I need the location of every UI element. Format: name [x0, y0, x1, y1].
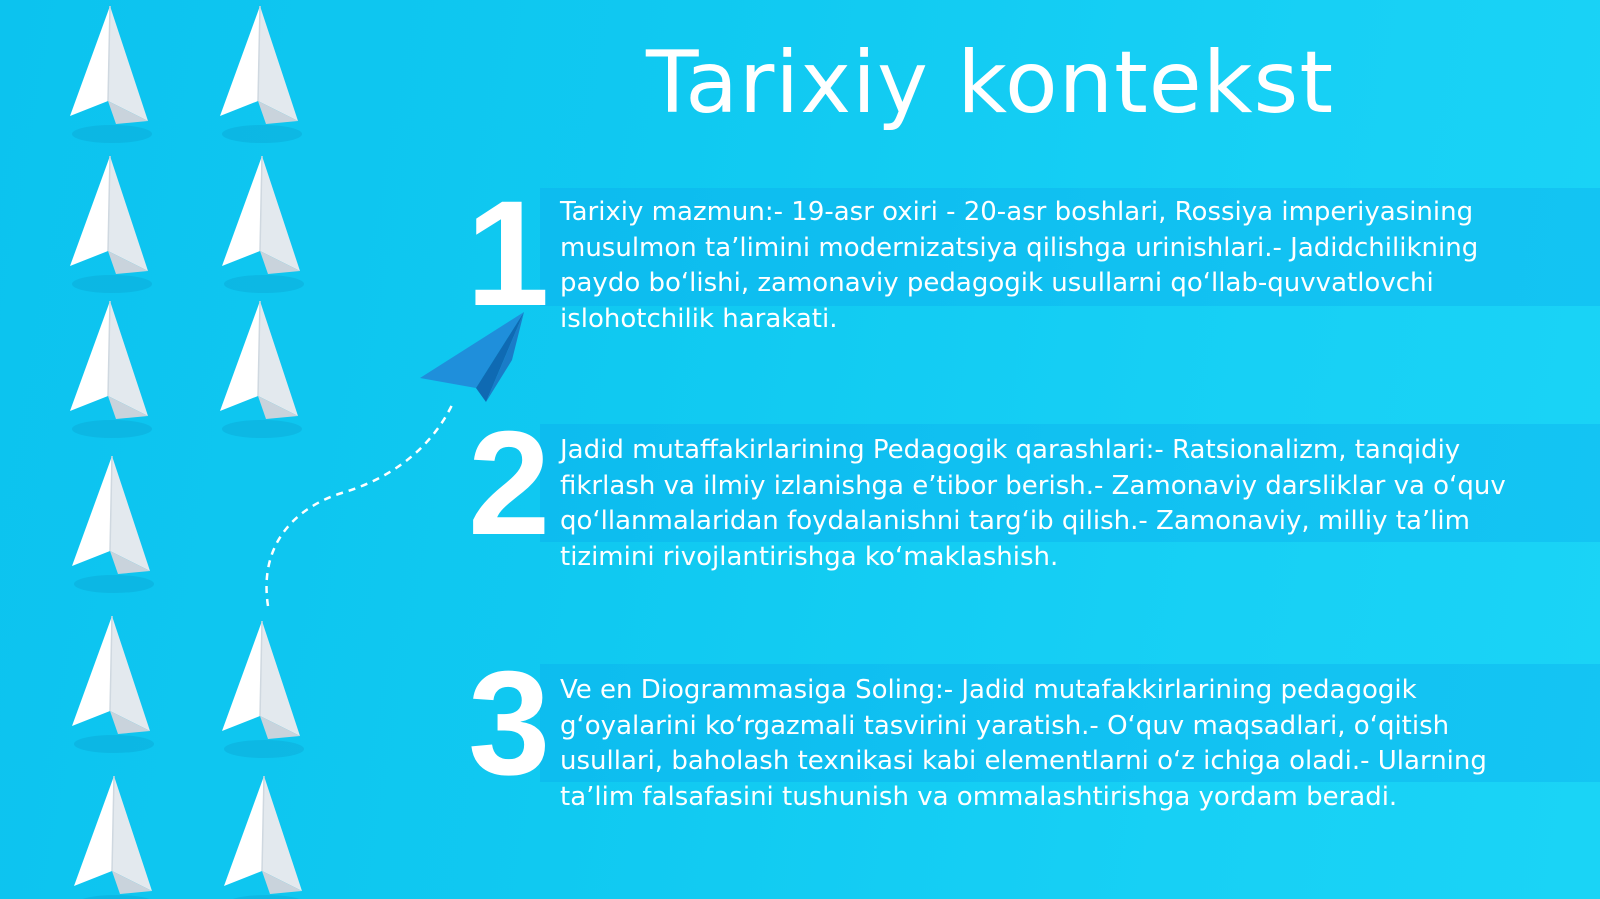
paper-plane-icon [220, 6, 302, 143]
item-text-1 [560, 195, 1565, 337]
item-text-line: paydo bo‘lishi, zamonaviy pedagogik usullarni qo‘llab-quvvatlovchi [560, 268, 1434, 298]
paper-plane-icon [222, 621, 304, 758]
item-text-line: Tarixiy mazmun:- 19-asr oxiri - 20-asr boshlari, Rossiya imperiyasining [560, 197, 1474, 227]
item-number-2: 2 [468, 401, 551, 566]
item-text-2 [560, 433, 1565, 575]
paper-plane-icon [70, 156, 152, 293]
paper-plane-icon [224, 776, 306, 899]
slide-title: Tarixiy kontekst [645, 33, 1335, 133]
flight-path-dashed-line [267, 405, 452, 606]
item-text-line: islohotchilik harakati. [560, 303, 838, 334]
item-text-line: tizimini rivojlantirishga ko‘maklashish. [560, 541, 1059, 572]
paper-plane-icon [72, 616, 154, 753]
item-number-3: 3 [468, 641, 551, 806]
item-text-line: Jadid mutaffakirlarining Pedagogik qarashlari:- Ratsionalizm, tanqidiy [560, 435, 1461, 465]
item-text-3 [560, 673, 1565, 815]
paper-plane-icon [220, 301, 302, 438]
paper-plane-icon [74, 776, 156, 899]
item-number-1: 1 [466, 169, 550, 337]
paper-plane-icon [70, 6, 152, 143]
item-text-line: Ve en Diogrammasiga Soling:- Jadid mutafakkirlarining pedagogik [560, 675, 1417, 705]
item-text-line: ta’lim falsafasini tushunish va ommalashtirishga yordam beradi. [560, 781, 1398, 812]
item-text-line: fikrlash va ilmiy izlanishga e’tibor berish.- Zamonaviy darsliklar va o‘quv [560, 470, 1506, 501]
item-text-line: g‘oyalarini ko‘rgazmali tasvirini yaratish.- O‘quv maqsadlari, o‘qitish [560, 710, 1450, 741]
item-text-line: usullari, baholash texnikasi kabi elementlarni o‘z ichiga oladi.- Ularning [560, 746, 1487, 776]
paper-plane-icon [72, 456, 154, 593]
item-text-line: musulmon ta’limini modernizatsiya qilishga urinishlari.- Jadidchilikning [560, 232, 1479, 263]
paper-plane-icon [70, 301, 152, 438]
item-text-line: qo‘llanmalaridan foydalanishni targ‘ib qilish.- Zamonaviy, milliy ta’lim [560, 506, 1470, 536]
paper-plane-icon [222, 156, 304, 293]
